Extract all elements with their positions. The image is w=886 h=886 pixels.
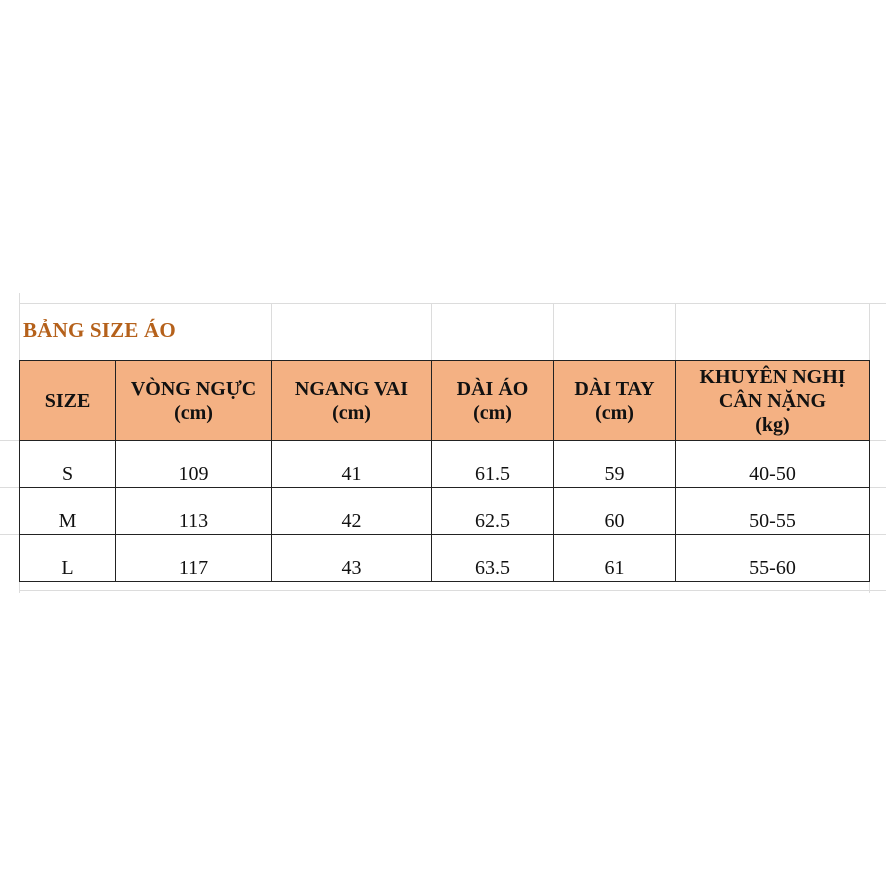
gridline (553, 303, 554, 360)
header-length (432, 361, 554, 441)
header-line: (kg) (755, 413, 790, 436)
gridline (19, 590, 886, 591)
cell-chest: 109 (116, 441, 272, 488)
gridline (271, 303, 272, 360)
header-line: (cm) (473, 401, 512, 424)
cell-size: S (20, 441, 116, 488)
header-line: KHUYÊN NGHỊ (699, 365, 846, 388)
header-line: (cm) (174, 401, 213, 424)
header-line: DÀI ÁO (456, 377, 529, 400)
header-chest (116, 361, 272, 441)
cell-weight: 40-50 (676, 441, 870, 488)
cell-sleeve: 59 (554, 441, 676, 488)
header-line: NGANG VAI (294, 377, 409, 400)
cell-shoulder: 42 (272, 488, 432, 535)
table-row (20, 488, 870, 535)
header-line: SIZE (44, 389, 91, 412)
header-line: (cm) (595, 401, 634, 424)
sheet-title: BẢNG SIZE ÁO (23, 318, 176, 342)
gridline (869, 534, 886, 535)
gridline (0, 534, 19, 535)
gridline (19, 303, 886, 304)
cell-length: 62.5 (432, 488, 554, 535)
cell-shoulder: 41 (272, 441, 432, 488)
cell-sleeve: 60 (554, 488, 676, 535)
header-line: (cm) (332, 401, 371, 424)
cell-length: 63.5 (432, 535, 554, 582)
cell-chest: 113 (116, 488, 272, 535)
size-chart-table (19, 360, 870, 582)
gridline (869, 487, 886, 488)
gridline (869, 440, 886, 441)
cell-length: 61.5 (432, 441, 554, 488)
gridline (675, 303, 676, 360)
cell-size: L (20, 535, 116, 582)
cell-chest: 117 (116, 535, 272, 582)
cell-weight: 55-60 (676, 535, 870, 582)
header-line: CÂN NẶNG (718, 389, 827, 412)
header-shoulder (272, 361, 432, 441)
header-sleeve (554, 361, 676, 441)
header-row (20, 361, 870, 441)
gridline (431, 303, 432, 360)
gridline (0, 487, 19, 488)
header-weight (676, 361, 870, 441)
table-body (20, 441, 870, 582)
header-size (20, 361, 116, 441)
header-line: DÀI TAY (574, 377, 655, 400)
cell-weight: 50-55 (676, 488, 870, 535)
table-row (20, 535, 870, 582)
cell-sleeve: 61 (554, 535, 676, 582)
cell-shoulder: 43 (272, 535, 432, 582)
table-row (20, 441, 870, 488)
gridline (0, 440, 19, 441)
cell-size: M (20, 488, 116, 535)
header-line: VÒNG NGỰC (130, 377, 257, 400)
